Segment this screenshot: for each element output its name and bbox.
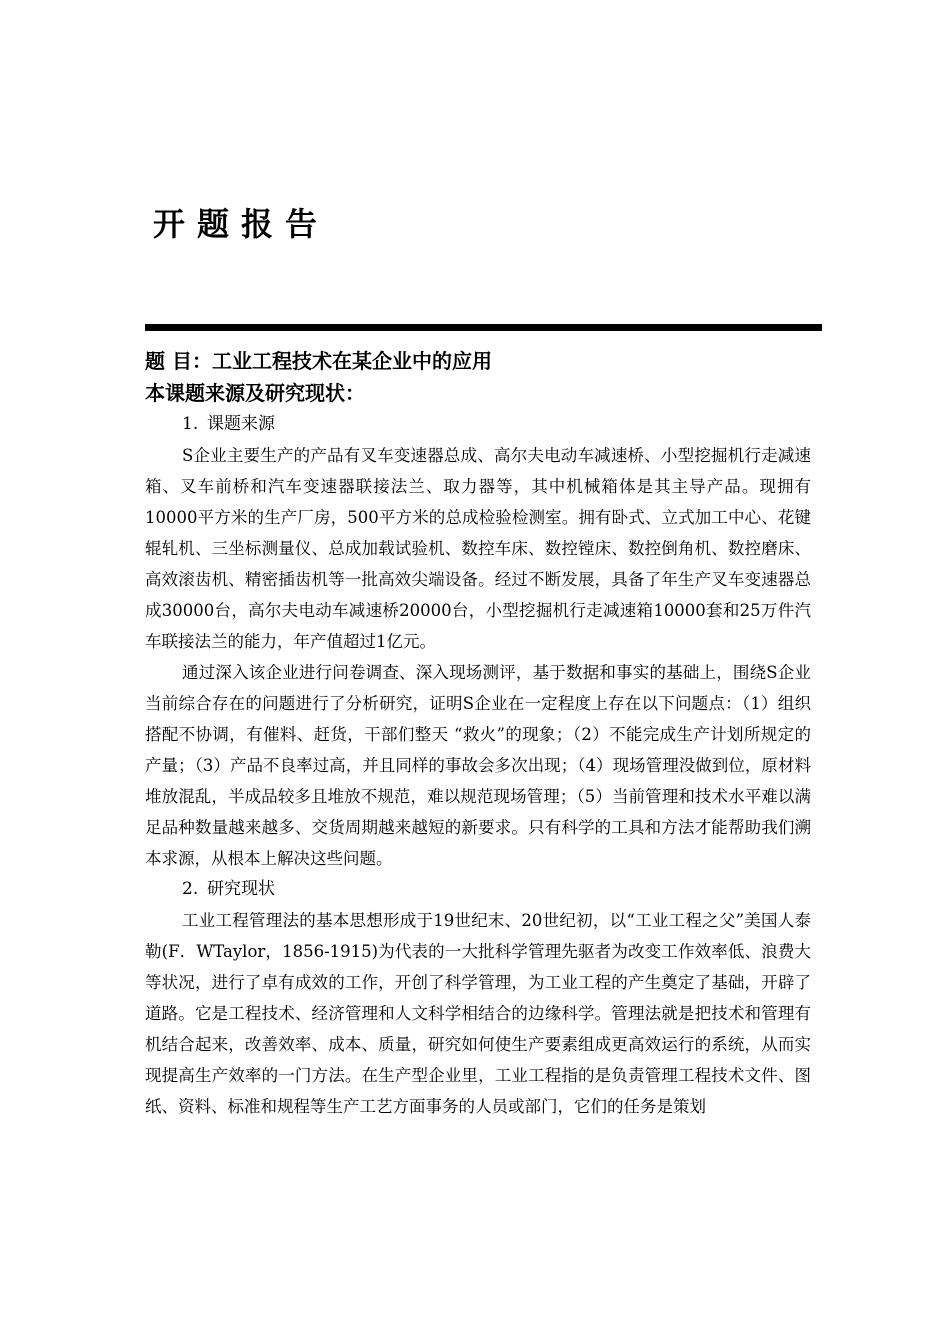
subsection-heading [145, 409, 811, 440]
subsection-heading [145, 874, 811, 905]
paragraph: 通过深入该企业进行问卷调查、深入现场测评，基于数据和事实的基础上，围绕S企业当前综合存在的问题进行了分析研究，证明S企业在一定程度上存在以下问题点：（1）组织搭配不协调，有催料、赶货，干部们整天 “救火”的现象；（2）不能完成生产计划所规定的产量；（3）产品不良率过高，并且同样的事故会多次出现；（4）现场管理没做到位，原材料堆放混乱，半成品较多且堆放不规范，难以规范现场管理；（5）当前管理和技术水平难以满足品种数量越来越多、交货周期越来越短的新要求。只有科学的工具和方法才能帮助我们溯本求源，从根本上解决这些问题。 [145, 663, 811, 868]
topic-heading: 题 目：工业工程技术在某企业中的应用 [145, 349, 492, 373]
subsection-label: 课题来源 [207, 414, 275, 434]
paragraph: S企业主要生产的产品有叉车变速器总成、高尔夫电动车减速桥、小型挖掘机行走减速箱、叉车前桥和汽车变速器联接法兰、取力器等，其中机械箱体是其主导产品。现拥有10000平方米的生产厂房，500平方米的总成检验检测室。拥有卧式、立式加工中心、花键辊轧机、三坐标测量仪、总成加载试验机、数控车床、数控镗床、数控倒角机、数控磨床、高效滚齿机、精密插齿机等一批高效尖端设备。经过不断发展，具备了年生产叉车变速器总成30000台，高尔夫电动车减速桥20000台，小型挖掘机行走减速箱10000套和25万件汽车联接法兰的能力，年产值超过1亿元。 [145, 446, 811, 651]
section-heading: 本课题来源及研究现状： [145, 381, 365, 405]
page-title: 开题报告 [153, 205, 330, 243]
title-divider [145, 324, 822, 331]
subsection-number: 1. [182, 414, 199, 434]
paragraph: 工业工程管理法的基本思想形成于19世纪末、20世纪初，以“工业工程之父”美国人泰勒(F．WTaylor，1856-1915)为代表的一大批科学管理先驱者为改变工作效率低、浪费大等状况，进行了卓有成效的工作，开创了科学管理，为工业工程的产生奠定了基础，开辟了道路。它是工程技术、经济管理和人文科学相结合的边缘科学。管理法就是把技术和管理有机结合起来，改善效率、成本、质量，研究如何使生产要素组成更高效运行的系统，从而实现提高生产效率的一门方法。在生产型企业里，工业工程指的是负责管理工程技术文件、图纸、资料、标准和规程等生产工艺方面事务的人员或部门，它们的任务是策划 [145, 911, 811, 1116]
document-body [145, 345, 811, 1122]
subsection-number: 2. [182, 879, 199, 899]
subsection-label: 研究现状 [207, 879, 275, 899]
